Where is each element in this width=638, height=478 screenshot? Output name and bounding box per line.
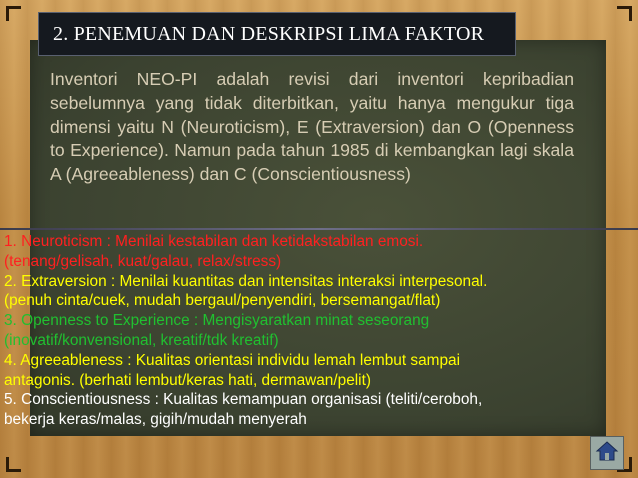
factor-extraversion-examples: (penuh cinta/cuek, mudah bergaul/penyendiri, bersemangat/flat) (4, 292, 441, 310)
frame-corner-top-left (6, 6, 21, 21)
factor-agreeableness-definition: 4. Agreeableness : Kualitas orientasi individu lemah lembut sampai (4, 351, 460, 369)
factor-agreeableness-examples: antagonis. (berhati lembut/keras hati, dermawan/pelit) (4, 371, 372, 389)
factor-openness-examples: (inovatif/konvensional, kreatif/tdk kreatif) (4, 331, 279, 349)
divider-line (0, 228, 638, 230)
slide-title: 2. PENEMUAN DAN DESKRIPSI LIMA FAKTOR (53, 22, 485, 45)
factor-item-extraversion (4, 272, 634, 312)
slide-title-box (38, 12, 516, 56)
factor-neuroticism-examples: (tenang/gelisah, kuat/galau, relax/stress) (4, 252, 282, 270)
factor-list (4, 232, 634, 430)
frame-corner-bottom-left (6, 457, 21, 472)
factor-conscientiousness-definition: 5. Conscientiousness : Kualitas kemampuan organisasi (teliti/ceroboh, (4, 391, 483, 409)
factor-item-agreeableness (4, 351, 634, 391)
factor-openness-definition: 3. Openness to Experience : Mengisyaratkan minat seseorang (4, 312, 430, 330)
home-button[interactable] (590, 436, 624, 470)
factor-extraversion-definition: 2. Extraversion : Menilai kuantitas dan intensitas interaksi interpesonal. (4, 272, 488, 290)
intro-paragraph-container (50, 68, 574, 187)
factor-item-openness (4, 311, 634, 351)
frame-corner-top-right (617, 6, 632, 21)
factor-conscientiousness-examples: bekerja keras/malas, gigih/mudah menyerah (4, 411, 307, 429)
factor-neuroticism-definition: 1. Neuroticism : Menilai kestabilan dan ketidakstabilan emosi. (4, 233, 424, 250)
intro-paragraph: Inventori NEO-PI adalah revisi dari inventori kepribadian sebelumnya yang tidak diterbitkan, yaitu hanya mengukur tiga dimensi yaitu N (Neuroticism), E (Extraversion) dan O (Openness to Experience). Namun pada tahun 1985 di kembangkan lagi skala A (Agreeableness) dan C (Conscientiousness) (50, 69, 574, 185)
factor-item-neuroticism (4, 232, 634, 272)
home-icon (595, 440, 619, 467)
factor-item-conscientiousness (4, 390, 634, 430)
